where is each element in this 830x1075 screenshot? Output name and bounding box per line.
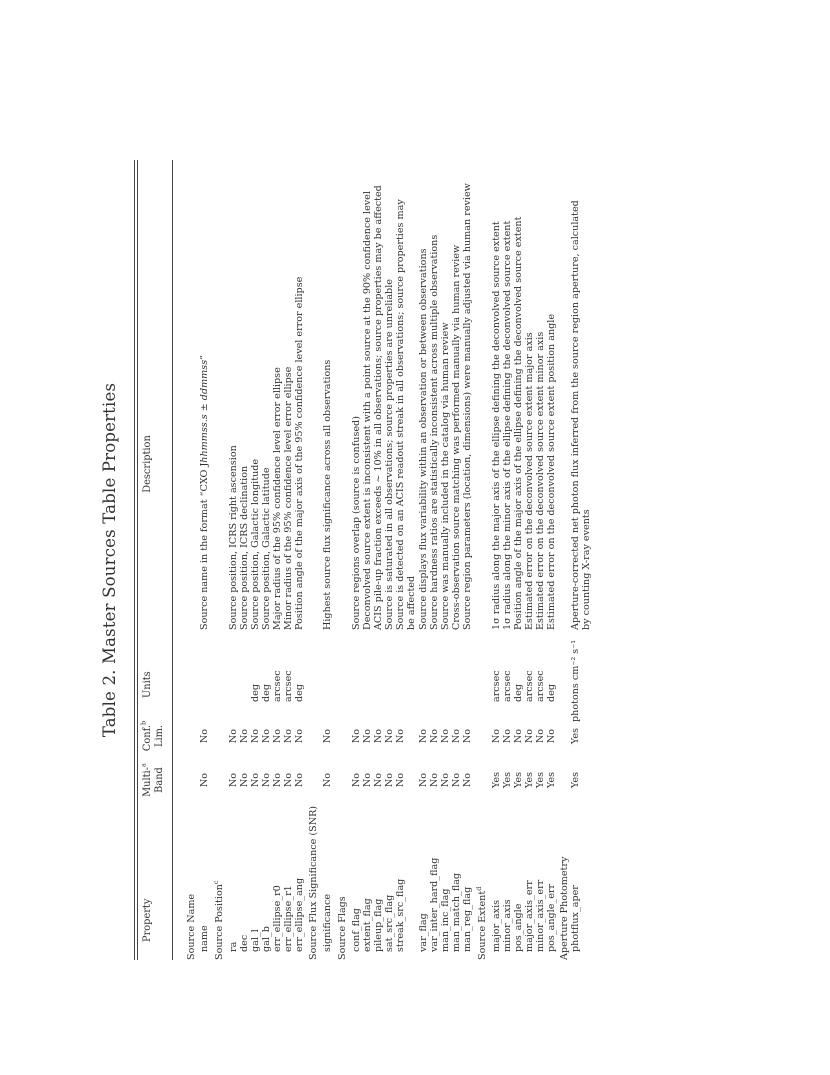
description-extent-flag: Deconvolved source extent is inconsistent with a point source at the 90% confidence level [362, 191, 373, 630]
property-man-inc-flag: man_inc_flag [440, 888, 451, 952]
section-source-position: Source Position$^c$ [211, 880, 225, 960]
description-major-axis: 1σ radius along the major axis of the ellipse defining the deconvolved source extent [491, 221, 502, 630]
property-err-ellipse-ang: err_ellipse_ang [294, 877, 305, 952]
multi-band-value: Yes [570, 771, 581, 789]
description-var-inter-hard-flag: Source hardness ratios are statistically inconsistent across multiple observations [429, 234, 440, 630]
multi-band-value: Yes [535, 771, 546, 789]
conf-lim-value: No [524, 728, 535, 744]
conf-lim-value: No [373, 728, 384, 744]
conf-lim-value: No [239, 728, 250, 744]
conf-lim-value: No [272, 728, 283, 744]
property-extent-flag: extent_flag [362, 898, 373, 952]
multi-band-value: No [294, 772, 305, 788]
conf-lim-value: No [462, 728, 473, 744]
property-photflux-aper: photflux_aper [570, 885, 581, 952]
conf-lim-value: No [362, 728, 373, 744]
conf-lim-value: No [228, 728, 239, 744]
multi-band-value: No [462, 772, 473, 788]
header-conf-lim: Conf.$^b$ [139, 720, 153, 752]
description-var-flag: Source displays flux variability within an observation or between observations [418, 248, 429, 630]
units-value: deg [250, 684, 261, 702]
conf-lim-value: No [418, 728, 429, 744]
header-multi-band-line2: Band [154, 767, 165, 793]
description-streak-src-flag-continued: be affected [406, 575, 417, 630]
description-minor-axis: 1σ radius along the minor axis of the ellipse defining the deconvolved source extent [502, 220, 513, 630]
property-ra: ra [228, 941, 239, 952]
description-err-ellipse-r0: Major radius of the 95% confidence level error ellipse [272, 367, 283, 630]
multi-band-value: No [384, 772, 395, 788]
multi-band-value: No [429, 772, 440, 788]
description-err-ellipse-r1: Minor radius of the 95% confidence level error ellipse [283, 366, 294, 630]
multi-band-value: No [228, 772, 239, 788]
multi-band-value: No [351, 772, 362, 788]
description-err-ellipse-ang: Position angle of the major axis of the 95% confidence level error ellipse [294, 276, 305, 630]
multi-band-value: No [395, 772, 406, 788]
units-value: arcsec [272, 670, 283, 702]
units-value: arcsec [502, 670, 513, 702]
description-name: Source name in the format “CXO Jhhmmss.s ± ddmmss” [199, 354, 210, 630]
multi-band-value: Yes [491, 771, 502, 789]
property-streak-src-flag: streak_src_flag [395, 878, 406, 952]
multi-band-value: No [261, 772, 272, 788]
conf-lim-value: No [440, 728, 451, 744]
conf-lim-value: No [535, 728, 546, 744]
header-property: Property [142, 898, 153, 942]
description-streak-src-flag: Source is detected on an ACIS readout streak in all observations; source properties may [395, 199, 406, 630]
conf-lim-value: No [546, 728, 557, 744]
units-value: deg [294, 684, 305, 702]
description-conf-flag: Source regions overlap (source is confused) [351, 416, 362, 630]
units-value: photons cm⁻² s⁻¹ [570, 639, 581, 722]
description-man-inc-flag: Source was manually included in the catalog via human review [440, 322, 451, 630]
property-var-flag: var_flag [418, 913, 429, 952]
header-conf-lim-line2: Lim. [154, 724, 165, 748]
property-man-match-flag: man_match_flag [451, 872, 462, 952]
property-var-inter-hard-flag: var_inter_hard_flag [429, 857, 440, 952]
conf-lim-value: No [261, 728, 272, 744]
description-pos-angle-err: Estimated error on the deconvolved source extent position angle [546, 313, 557, 630]
conf-lim-value: No [513, 728, 524, 744]
conf-lim-value: No [322, 728, 333, 744]
conf-lim-value: No [395, 728, 406, 744]
conf-lim-value: No [351, 728, 362, 744]
description-ra: Source position, ICRS right ascension [228, 445, 239, 630]
conf-lim-value: No [491, 728, 502, 744]
property-pos-angle: pos_angle [513, 903, 524, 952]
description-photflux-aper-continued: by counting X-ray events [581, 509, 592, 630]
description-minor-axis-err: Estimated error on the deconvolved source extent minor axis [535, 331, 546, 630]
description-major-axis-err: Estimated error on the deconvolved source extent major axis [524, 332, 535, 630]
section-aperture-photometry: Aperture Photometry [559, 856, 570, 960]
section-source-flags: Source Flags [337, 896, 348, 960]
units-value: deg [513, 684, 524, 702]
conf-lim-value: No [429, 728, 440, 744]
section-source-extent: Source Extent$^d$ [474, 886, 488, 960]
property-err-ellipse-r0: err_ellipse_r0 [272, 885, 283, 952]
description-man-reg-flag: Source region parameters (location, dimensions) were manually adjusted via human review [462, 183, 473, 630]
conf-lim-value: No [502, 728, 513, 744]
multi-band-value: No [440, 772, 451, 788]
multi-band-value: No [199, 772, 210, 788]
property-pos-angle-err: pos_angle_err [546, 883, 557, 952]
multi-band-value: Yes [546, 771, 557, 789]
section-source-name: Source Name [186, 893, 197, 960]
description-photflux-aper: Aperture-corrected net photon flux inferred from the source region aperture, calculated [570, 200, 581, 630]
multi-band-value: Yes [513, 771, 524, 789]
header-rule [172, 160, 173, 960]
property-major-axis: major_axis [491, 899, 502, 952]
units-value: arcsec [491, 670, 502, 702]
multi-band-value: No [362, 772, 373, 788]
property-gal-b: gal_b [261, 926, 272, 952]
conf-lim-value: No [283, 728, 294, 744]
multi-band-value: No [250, 772, 261, 788]
multi-band-value: Yes [502, 771, 513, 789]
header-description: Description [142, 435, 153, 493]
property-dec: dec [239, 934, 250, 952]
conf-lim-value: No [199, 728, 210, 744]
description-gal-l: Source position, Galactic longitude [250, 458, 261, 630]
property-conf-flag: conf_flag [351, 908, 362, 952]
description-man-match-flag: Cross-observation source matching was performed manually via human review [451, 244, 462, 630]
header-units: Units [142, 671, 153, 698]
multi-band-value: No [322, 772, 333, 788]
header-multi-band: Multi-$^a$ [139, 763, 153, 797]
multi-band-value: No [239, 772, 250, 788]
units-value: deg [546, 684, 557, 702]
property-name: name [199, 925, 210, 952]
conf-lim-value: No [451, 728, 462, 744]
property-significance: significance [322, 893, 333, 952]
property-man-reg-flag: man_reg_flag [462, 886, 473, 952]
property-pileup-flag: pileup_flag [373, 898, 384, 952]
rotated-table-page [100, 160, 592, 960]
multi-band-value: No [283, 772, 294, 788]
conf-lim-value: No [294, 728, 305, 744]
units-value: arcsec [535, 670, 546, 702]
description-pos-angle: Position angle of the major axis of the ellipse defining the deconvolved source extent [513, 216, 524, 630]
multi-band-value: No [272, 772, 283, 788]
description-dec: Source position, ICRS declination [239, 465, 250, 630]
top-rule-double [137, 160, 138, 960]
multi-band-value: No [418, 772, 429, 788]
property-sat-src-flag: sat_src_flag [384, 894, 395, 952]
conf-lim-value: No [250, 728, 261, 744]
multi-band-value: No [373, 772, 384, 788]
description-gal-b: Source position, Galactic latitude [261, 467, 272, 630]
property-minor-axis-err: minor_axis_err [535, 879, 546, 952]
property-major-axis-err: major_axis_err [524, 880, 535, 952]
top-rule [134, 160, 135, 960]
property-err-ellipse-r1: err_ellipse_r1 [283, 885, 294, 952]
property-minor-axis: minor_axis [502, 899, 513, 952]
units-value: arcsec [524, 670, 535, 702]
units-value: deg [261, 684, 272, 702]
description-sat-src-flag: Source is saturated in all observations; source properties are unreliable [384, 279, 395, 630]
multi-band-value: No [451, 772, 462, 788]
conf-lim-value: No [384, 728, 395, 744]
units-value: arcsec [283, 670, 294, 702]
description-pileup-flag: ACIS pile-up fraction exceeds ~ 10% in all observations; source properties may be affected [373, 185, 384, 630]
section-source-flux-significance: Source Flux Significance (SNR) [308, 805, 319, 960]
property-gal-l: gal_l [250, 929, 261, 952]
table-caption: Table 2. Master Sources Table Properties [100, 382, 119, 738]
multi-band-value: Yes [524, 771, 535, 789]
conf-lim-value: Yes [570, 727, 581, 745]
description-significance: Highest source flux significance across all observations [322, 359, 333, 630]
